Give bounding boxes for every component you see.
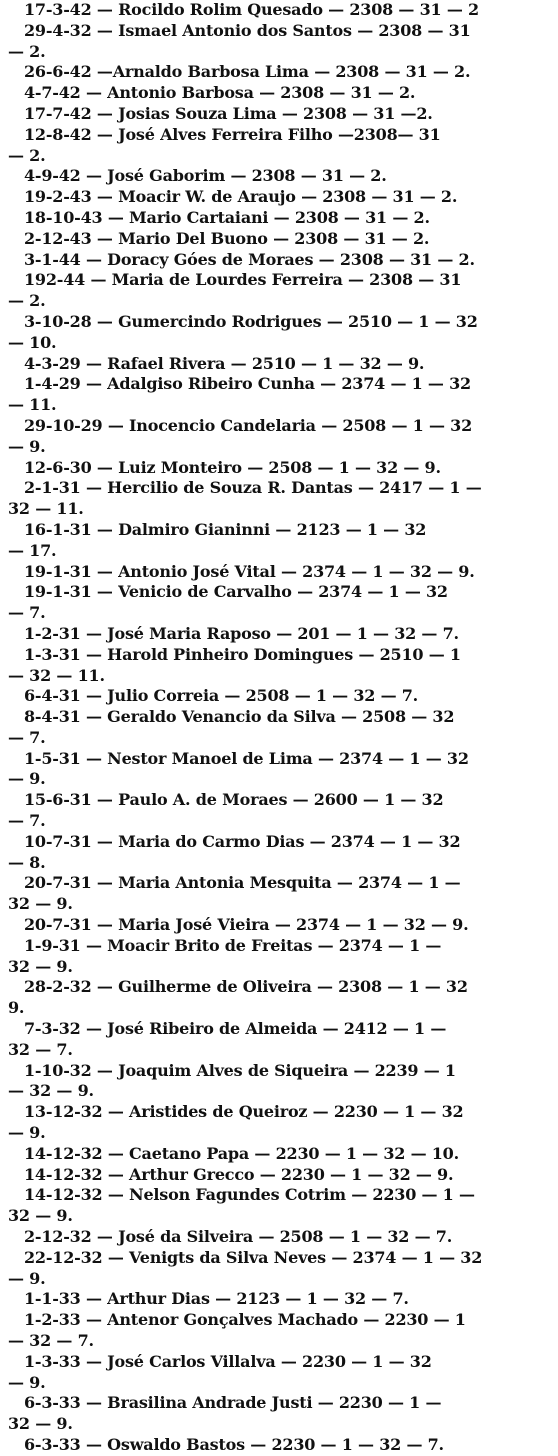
entry-line: 26-6-42 —Arnaldo Barbosa Lima — 2308 — 31 — 2. bbox=[24, 62, 471, 82]
entry-continuation-line: 32 — 9. bbox=[8, 1414, 73, 1434]
entry-continuation-line: — 7. bbox=[8, 811, 46, 831]
entry-line: 10-7-31 — Maria do Carmo Dias — 2374 — 1 — 32 bbox=[24, 831, 461, 851]
entry-continuation-line: — 8. bbox=[8, 852, 46, 872]
entry-line: 6-3-33 — Brasilina Andrade Justi — 2230 — 1 — bbox=[24, 1393, 442, 1413]
entry-continuation-line: 32 — 9. bbox=[8, 956, 73, 976]
entry-line: 19-1-31 — Antonio José Vital — 2374 — 1 — 32 — 9. bbox=[24, 561, 475, 581]
entry-line: 19-2-43 — Moacir W. de Araujo — 2308 — 31 — 2. bbox=[24, 187, 458, 207]
entry-continuation-line: — 2. bbox=[8, 145, 46, 165]
entry-continuation-line: — 2. bbox=[8, 291, 46, 311]
entry-line: 14-12-32 — Caetano Papa — 2230 — 1 — 32 — 10. bbox=[24, 1143, 459, 1163]
entry-line: 1-9-31 — Moacir Brito de Freitas — 2374 — 1 — bbox=[24, 935, 442, 955]
entry-line: 1-5-31 — Nestor Manoel de Lima — 2374 — 1 — 32 bbox=[24, 748, 469, 768]
entry-continuation-line: 32 — 9. bbox=[8, 894, 73, 914]
entry-line: 1-2-33 — Antenor Gonçalves Machado — 2230 — 1 bbox=[24, 1310, 466, 1330]
entry-line: 17-7-42 — Josias Souza Lima — 2308 — 31 —2. bbox=[24, 103, 433, 123]
entry-continuation-line: — 9. bbox=[8, 769, 46, 789]
entry-continuation-line: — 9. bbox=[8, 436, 46, 456]
entry-line: 15-6-31 — Paulo A. de Moraes — 2600 — 1 — 32 bbox=[24, 790, 444, 810]
entry-continuation-line: 32 — 7. bbox=[8, 1039, 73, 1059]
entry-line: 1-3-31 — Harold Pinheiro Domingues — 2510 — 1 bbox=[24, 644, 461, 664]
entry-line: 1-3-33 — José Carlos Villalva — 2230 — 1 — 32 bbox=[24, 1351, 432, 1371]
entry-line: 6-4-31 — Julio Correia — 2508 — 1 — 32 — 7. bbox=[24, 686, 419, 706]
entry-line: 1-10-32 — Joaquim Alves de Siqueira — 2239 — 1 bbox=[24, 1060, 456, 1080]
entry-continuation-line: 32 — 11. bbox=[8, 499, 84, 519]
entry-continuation-line: 9. bbox=[8, 998, 25, 1018]
entry-line: 7-3-32 — José Ribeiro de Almeida — 2412 — 1 — bbox=[24, 1019, 447, 1039]
entry-line: 12-8-42 — José Alves Ferreira Filho —2308— 31 bbox=[24, 124, 441, 144]
entry-continuation-line: — 32 — 9. bbox=[8, 1081, 94, 1101]
entry-line: 12-6-30 — Luiz Monteiro — 2508 — 1 — 32 — 9. bbox=[24, 457, 441, 477]
entry-continuation-line: — 2. bbox=[8, 41, 46, 61]
entry-line: 28-2-32 — Guilherme de Oliveira — 2308 — 1 — 32 bbox=[24, 977, 468, 997]
entry-continuation-line: — 32 — 7. bbox=[8, 1331, 94, 1350]
entry-line: 1-4-29 — Adalgiso Ribeiro Cunha — 2374 — 1 — 32 bbox=[24, 374, 471, 394]
entry-line: 17-3-42 — Rocildo Rolim Quesado — 2308 — 31 — 2 bbox=[24, 0, 479, 19]
entry-continuation-line: — 7. bbox=[8, 603, 46, 623]
entry-line: 192-44 — Maria de Lourdes Ferreira — 2308 — 31 bbox=[24, 270, 462, 290]
entry-continuation-line: — 11. bbox=[8, 395, 57, 415]
entry-line: 2-12-43 — Mario Del Buono — 2308 — 31 — 2. bbox=[24, 228, 430, 248]
entry-line: 1-1-33 — Arthur Dias — 2123 — 1 — 32 — 7. bbox=[24, 1289, 409, 1309]
entry-line: 3-10-28 — Gumercindo Rodrigues — 2510 — 1 — 32 bbox=[24, 311, 478, 331]
entry-continuation-line: — 32 — 11. bbox=[8, 665, 105, 685]
entry-line: 22-12-32 — Venigts da Silva Neves — 2374 — 1 — 32 bbox=[24, 1247, 483, 1267]
entry-line: 4-3-29 — Rafael Rivera — 2510 — 1 — 32 — 9. bbox=[24, 353, 425, 373]
entry-continuation-line: — 9. bbox=[8, 1268, 46, 1288]
entry-line: 29-4-32 — Ismael Antonio dos Santos — 2308 — 31 bbox=[24, 20, 471, 40]
entry-line: 1-2-31 — José Maria Raposo — 201 — 1 — 32 — 7. bbox=[24, 623, 459, 643]
entry-continuation-line: — 17. bbox=[8, 540, 57, 560]
entry-line: 20-7-31 — Maria José Vieira — 2374 — 1 — 32 — 9. bbox=[24, 915, 469, 935]
entry-line: 3-1-44 — Doracy Góes de Moraes — 2308 — 31 — 2. bbox=[24, 249, 475, 269]
entry-continuation-line: — 9. bbox=[8, 1123, 46, 1143]
entry-line: 18-10-43 — Mario Cartaiani — 2308 — 31 — 2. bbox=[24, 207, 430, 227]
entry-continuation-line: — 9. bbox=[8, 1372, 46, 1392]
entry-line: 2-12-32 — José da Silveira — 2508 — 1 — 32 — 7. bbox=[24, 1227, 453, 1247]
entry-line: 16-1-31 — Dalmiro Gianinni — 2123 — 1 — 32 bbox=[24, 519, 427, 539]
entry-line: 2-1-31 — Hercilio de Souza R. Dantas — 2417 — 1 — bbox=[24, 478, 482, 498]
entry-line: 20-7-31 — Maria Antonia Mesquita — 2374 — 1 — bbox=[24, 873, 461, 893]
entry-line: 6-3-33 — Oswaldo Bastos — 2230 — 1 — 32 — 7. bbox=[24, 1434, 444, 1454]
entry-line: 19-1-31 — Venicio de Carvalho — 2374 — 1 — 32 bbox=[24, 582, 448, 602]
entry-line: 29-10-29 — Inocencio Candelaria — 2508 — 1 — 32 bbox=[24, 415, 472, 435]
entry-continuation-line: — 7. bbox=[8, 727, 46, 747]
entry-line: 13-12-32 — Aristides de Queiroz — 2230 — 1 — 32 bbox=[24, 1102, 464, 1122]
entry-line: 8-4-31 — Geraldo Venancio da Silva — 2508 — 32 bbox=[24, 707, 455, 727]
entry-line: 4-9-42 — José Gaborim — 2308 — 31 — 2. bbox=[24, 166, 387, 186]
entry-line: 4-7-42 — Antonio Barbosa — 2308 — 31 — 2. bbox=[24, 83, 416, 103]
entry-line: 14-12-32 — Nelson Fagundes Cotrim — 2230 — 1 — bbox=[24, 1185, 475, 1205]
entry-line: 14-12-32 — Arthur Grecco — 2230 — 1 — 32 — 9. bbox=[24, 1164, 454, 1184]
entry-continuation-line: — 10. bbox=[8, 332, 57, 352]
entry-continuation-line: 32 — 9. bbox=[8, 1206, 73, 1226]
